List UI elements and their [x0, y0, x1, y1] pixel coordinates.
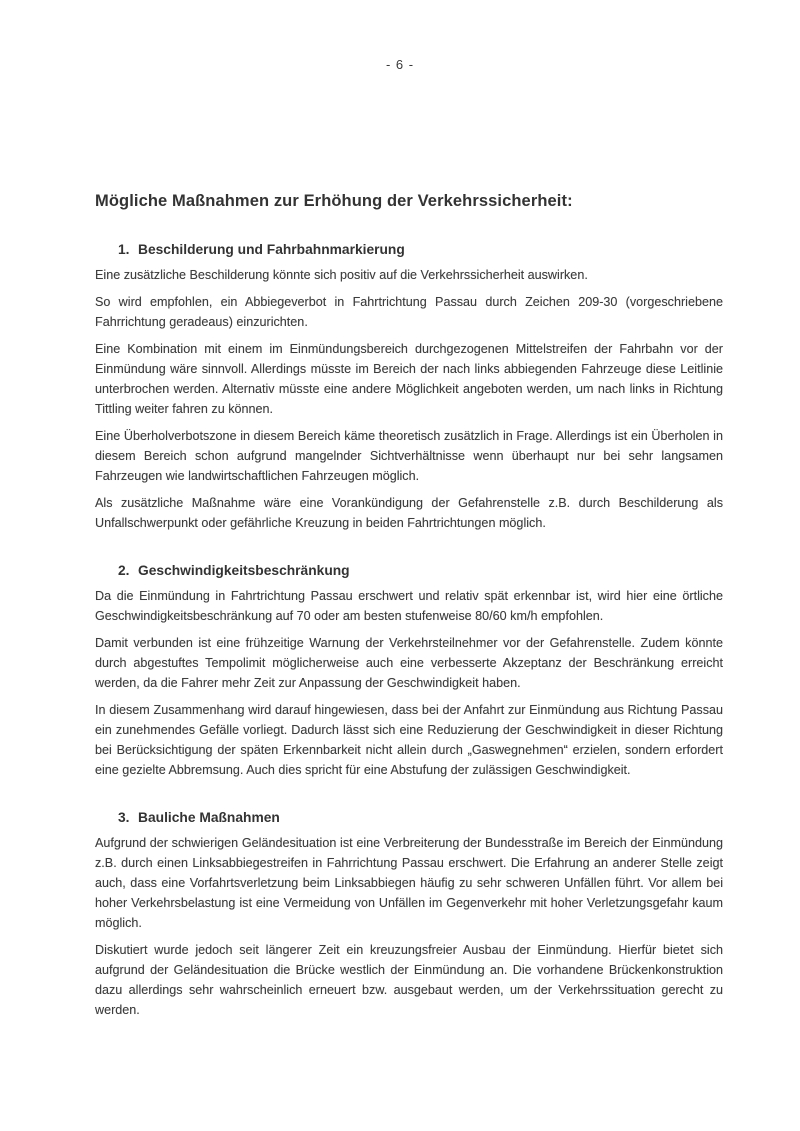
document-title: Mögliche Maßnahmen zur Erhöhung der Verkehrssicherheit:	[95, 192, 573, 210]
section-heading	[95, 807, 723, 829]
section-bauliche-massnahmen	[95, 807, 723, 1020]
section-number: 3.	[118, 810, 130, 825]
paragraph: Als zusätzliche Maßnahme wäre eine Vorankündigung der Gefahrenstelle z.B. durch Beschilderung als Unfallschwerpunkt oder gefährliche Kreuzung in beiden Fahrtrichtungen möglich.	[95, 496, 723, 530]
paragraph: Diskutiert wurde jedoch seit längerer Zeit ein kreuzungsfreier Ausbau der Einmündung. Hierfür bietet sich aufgrund der Geländesituation die Brücke westlich der Einmündung an. Die vorhandene Brückenkonstruktion dazu allerdings sehr wahrscheinlich erneuert bzw. ausgebaut werden, um der Verkehrssituation gerecht zu werden.	[95, 943, 723, 1017]
paragraph: Eine Kombination mit einem im Einmündungsbereich durchgezogenen Mittelstreifen der Fahrbahn vor der Einmündung wäre sinnvoll. Allerdings müsste im Bereich der nach links abbiegenden Fahrzeuge diese Leitlinie unterbrochen werden. Alternativ müsste eine andere Möglichkeit angeboten werden, um nach links in Richtung Tittling weiter fahren zu können.	[95, 342, 723, 416]
section-geschwindigkeit	[95, 560, 723, 780]
section-number: 1.	[118, 242, 130, 257]
paragraph: In diesem Zusammenhang wird darauf hingewiesen, dass bei der Anfahrt zur Einmündung aus Richtung Passau ein zunehmendes Gefälle vorliegt. Dadurch lässt sich eine Reduzierung der Geschwindigkeit in dieser Richtung bei Berücksichtigung der späten Erkennbarkeit nicht allein durch „Gaswegnehmen“ erzielen, sondern erfordert eine gezielte Abbremsung. Auch dies spricht für eine Abstufung der zulässigen Geschwindigkeit.	[95, 703, 723, 777]
section-title: Bauliche Maßnahmen	[138, 810, 280, 825]
paragraph: Da die Einmündung in Fahrtrichtung Passau erschwert und relativ spät erkennbar ist, wird hier eine örtliche Geschwindigkeitsbeschränkung auf 70 oder am besten stufenweise 80/60 km/h empfohlen.	[95, 589, 723, 623]
section-beschilderung	[95, 239, 723, 533]
paragraph: Eine zusätzliche Beschilderung könnte sich positiv auf die Verkehrssicherheit auswirken.	[95, 268, 588, 282]
section-heading	[95, 239, 723, 261]
paragraph: Eine Überholverbotszone in diesem Bereich käme theoretisch zusätzlich in Frage. Allerdings ist ein Überholen in diesem Bereich schon aufgrund mangelnder Sichtverhältnisse wenn überhaupt nur bei sehr langsamen Fahrzeugen wie landwirtschaftlichen Fahrzeugen möglich.	[95, 429, 723, 483]
section-number: 2.	[118, 563, 130, 578]
section-heading	[95, 560, 723, 582]
page-number: - 6 -	[385, 57, 415, 72]
section-title: Geschwindigkeitsbeschränkung	[138, 563, 350, 578]
document-content	[95, 190, 723, 1020]
paragraph: Damit verbunden ist eine frühzeitige Warnung der Verkehrsteilnehmer vor der Gefahrenstelle. Zudem könnte durch abgestuftes Tempolimit möglicherweise auch eine verbesserte Akzeptanz der Beschränkung erreicht werden, da die Fahrer mehr Zeit zur Anpassung der Geschwindigkeit haben.	[95, 636, 723, 690]
paragraph: Aufgrund der schwierigen Geländesituation ist eine Verbreiterung der Bundesstraße im Bereich der Einmündung z.B. durch einen Linksabbiegestreifen in Fahrrichtung Passau erschwert. Die Erfahrung an anderer Stelle zeigt auch, dass eine Vorfahrtsverletzung beim Linksabbiegen häufig zu sehr schweren Unfällen führt. Vor allem bei hoher Verkehrsbelastung ist eine Vermeidung von Unfällen im Gegenverkehr mit hoher Verletzungsgefahr kaum möglich.	[95, 836, 723, 930]
paragraph: So wird empfohlen, ein Abbiegeverbot in Fahrtrichtung Passau durch Zeichen 209-30 (vorgeschriebene Fahrrichtung geradeaus) einzurichten.	[95, 295, 723, 329]
section-title: Beschilderung und Fahrbahnmarkierung	[138, 242, 405, 257]
